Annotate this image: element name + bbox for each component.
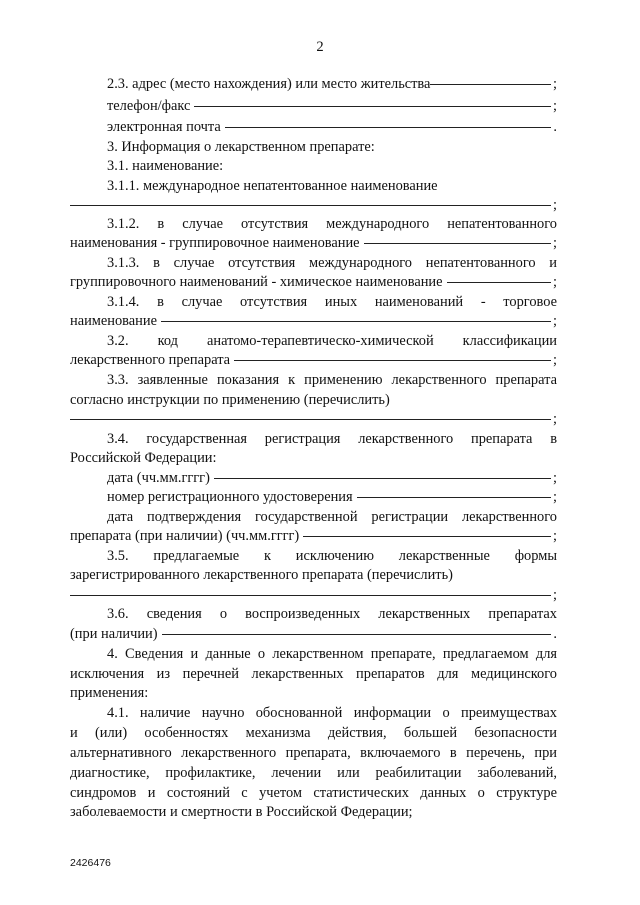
- inn-line: [70, 196, 557, 215]
- email-blank[interactable]: [225, 127, 552, 128]
- group-name-line: [70, 234, 557, 253]
- section-4: 4. Сведения и данные о лекарственном препарате, предлагаемом для: [107, 646, 557, 662]
- section-3-4-cont: Российской Федерации:: [70, 450, 217, 466]
- phone-blank[interactable]: [194, 106, 551, 107]
- reg-number-label: номер регистрационного удостоверения: [107, 489, 353, 505]
- document-id: 2426476: [70, 857, 111, 869]
- phone-end: ;: [553, 98, 557, 114]
- generics-end: .: [553, 626, 557, 642]
- section-3-heading: 3. Информация о лекарственном препарате:: [107, 139, 375, 155]
- chemical-name-label: группировочного наименований - химическое наименование: [70, 274, 443, 290]
- section-4-1-line-5: синдромов и состояний с учетом статистических данных о структуре: [70, 785, 557, 801]
- generics-label: (при наличии): [70, 626, 158, 642]
- trade-name-end: ;: [553, 313, 557, 329]
- section-3-1-3: 3.1.3. в случае отсутствия международного непатентованного и: [107, 255, 557, 271]
- section-4-cont-2: применения:: [70, 685, 149, 701]
- section-4-1: 4.1. наличие научно обоснованной информации о преимуществах: [107, 705, 557, 721]
- address-label: 2.3. адрес (место нахождения) или место жительства: [107, 76, 431, 92]
- section-3-1-2: 3.1.2. в случае отсутствия международного непатентованного: [107, 216, 557, 232]
- section-3-1-4: 3.1.4. в случае отсутствия иных наименований - торговое: [107, 294, 557, 310]
- reg-confirm-date-blank[interactable]: [303, 536, 551, 537]
- reg-confirm-date-end: ;: [553, 528, 557, 544]
- section-3-1-1: 3.1.1. международное непатентованное наименование: [107, 178, 438, 194]
- section-3-2: 3.2. код анатомо-терапевтическо-химической классификации: [107, 333, 557, 349]
- section-4-cont-1: исключения из перечней лекарственных препаратов для медицинского: [70, 666, 557, 682]
- group-name-blank[interactable]: [364, 243, 551, 244]
- section-4-1-line-4: диагностике, профилактике, лечении или реабилитации заболеваний,: [70, 765, 557, 781]
- indications-end: ;: [553, 411, 557, 427]
- email-line: [107, 118, 557, 137]
- reg-confirm-date-label: препарата (при наличии) (чч.мм.гггг): [70, 528, 300, 544]
- dosage-forms-blank[interactable]: [70, 595, 551, 596]
- section-3-3: 3.3. заявленные показания к применению лекарственного препарата: [107, 372, 557, 388]
- trade-name-blank[interactable]: [161, 321, 551, 322]
- email-end: .: [553, 119, 557, 135]
- reg-number-end: ;: [553, 489, 557, 505]
- chemical-name-end: ;: [553, 274, 557, 290]
- group-name-label: наименования - группировочное наименование: [70, 235, 360, 251]
- dosage-forms-line: [70, 586, 557, 605]
- chemical-name-line: [70, 273, 557, 292]
- chemical-name-blank[interactable]: [447, 282, 551, 283]
- reg-confirm-date-line: [70, 527, 557, 546]
- section-3-5-cont: зарегистрированного лекарственного препарата (перечислить): [70, 567, 453, 583]
- inn-end: ;: [553, 197, 557, 213]
- atc-code-end: ;: [553, 352, 557, 368]
- reg-date-end: ;: [553, 470, 557, 486]
- atc-code-label: лекарственного препарата: [70, 352, 231, 368]
- section-4-1-line-6: заболеваемости и смертности в Российской Федерации;: [70, 804, 413, 820]
- generics-line: [70, 625, 557, 644]
- reg-date-label: дата (чч.мм.гггг): [107, 470, 210, 486]
- generics-blank[interactable]: [162, 634, 552, 635]
- reg-date-blank[interactable]: [214, 478, 551, 479]
- indications-blank[interactable]: [70, 419, 551, 420]
- email-label: электронная почта: [107, 119, 221, 135]
- section-3-3-cont: согласно инструкции по применению (перечислить): [70, 392, 390, 408]
- section-3-6: 3.6. сведения о воспроизведенных лекарственных препаратах: [107, 606, 557, 622]
- dosage-forms-end: ;: [553, 587, 557, 603]
- group-name-end: ;: [553, 235, 557, 251]
- phone-line: [107, 97, 557, 116]
- phone-label: телефон/факс: [107, 98, 191, 114]
- section-3-5: 3.5. предлагаемые к исключению лекарственные формы: [107, 548, 557, 564]
- section-3-1: 3.1. наименование:: [107, 158, 224, 174]
- page-number: 2: [316, 39, 324, 55]
- atc-code-line: [70, 351, 557, 370]
- reg-confirm: дата подтверждения государственной регистрации лекарственного: [107, 509, 557, 525]
- atc-code-blank[interactable]: [234, 360, 551, 361]
- section-4-1-line-3: альтернативного лекарственного препарата, включаемого в перечень, при: [70, 745, 557, 761]
- trade-name-label: наименование: [70, 313, 157, 329]
- section-4-1-line-2: и (или) особенностях механизма действия, большей безопасности: [70, 725, 557, 741]
- reg-number-blank[interactable]: [357, 497, 551, 498]
- inn-blank[interactable]: [70, 205, 551, 206]
- indications-line: [70, 410, 557, 429]
- section-3-4: 3.4. государственная регистрация лекарственного препарата в: [107, 431, 557, 447]
- reg-number-line: [107, 488, 557, 507]
- address-end: ;: [553, 76, 557, 92]
- address-line: [107, 75, 557, 94]
- trade-name-line: [70, 312, 557, 331]
- reg-date-line: [107, 469, 557, 488]
- address-blank[interactable]: [430, 84, 551, 85]
